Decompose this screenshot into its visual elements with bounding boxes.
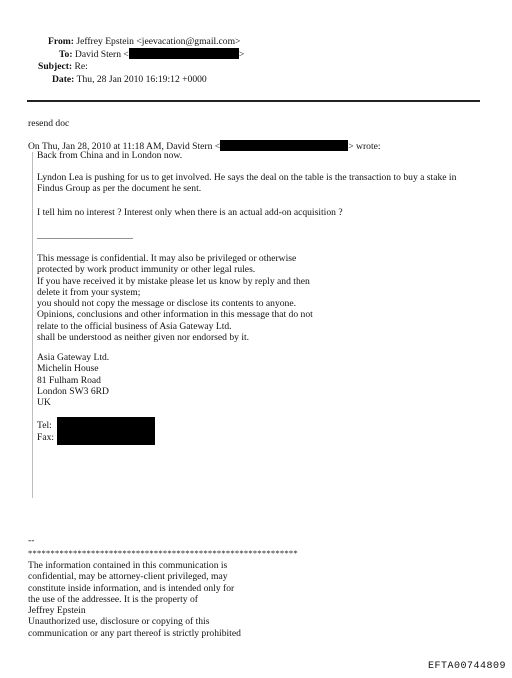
date-label: Date:	[52, 74, 75, 85]
attribution-prefix: On Thu, Jan 28, 2010 at 11:18 AM, David Stern <	[28, 141, 221, 152]
reply-text: resend doc	[28, 118, 70, 129]
to-value-suffix: >	[238, 49, 245, 60]
header-divider	[27, 100, 480, 102]
quoted-paragraph-2	[37, 172, 456, 195]
fax-label: Fax:	[37, 432, 55, 443]
notice-line: confidential, may be attorney-client privileged, may	[28, 571, 228, 583]
address-line: Michelin House	[37, 363, 99, 375]
footer-notice	[28, 560, 241, 639]
attribution-suffix: > wrote:	[348, 141, 381, 152]
quoted-line-1: Back from China and in London now.	[37, 150, 183, 161]
from-label: From:	[48, 36, 74, 47]
disclaimer-line: shall be understood as neither given nor endorsed by it.	[37, 332, 250, 344]
signature-separator: ____________________	[37, 230, 133, 241]
subject-line	[38, 61, 88, 72]
disclaimer-line: Opinions, conclusions and other information in this message that do not	[37, 309, 313, 321]
notice-line: communication or any part thereof is strictly prohibited	[28, 627, 241, 639]
tel-label: Tel:	[37, 420, 52, 431]
notice-line: Unauthorized use, disclosure or copying of this	[28, 616, 210, 628]
address-line: UK	[37, 397, 51, 409]
disclaimer-line: This message is confidential. It may also be privileged or otherwise	[37, 253, 297, 264]
disclaimer-line: you should not copy the message or disclose its contents to anyone.	[37, 298, 296, 310]
to-value-prefix: David Stern <	[74, 49, 129, 60]
from-value: Jeffrey Epstein <jeevacation@gmail.com>	[76, 36, 241, 47]
disclaimer-line: If you have received it by mistake please let us know by reply and then	[37, 275, 310, 287]
document-id: EFTA00744809	[427, 661, 506, 672]
redaction-box-phone	[57, 417, 155, 445]
quoted-paragraph-2-line: Lyndon Lea is pushing for us to get involved. He says the deal on the table is the transaction to buy a stake in	[37, 172, 457, 183]
address-line: London SW3 6RD	[37, 385, 109, 397]
address-line: 81 Fulham Road	[37, 374, 101, 386]
confidentiality-disclaimer	[37, 253, 313, 343]
date-line	[52, 74, 207, 85]
to-line	[59, 48, 244, 60]
notice-line: Jeffrey Epstein	[28, 605, 86, 617]
quoted-paragraph-3: I tell him no interest ? Interest only when there is an actual add-on acquisition ?	[37, 207, 343, 218]
redaction-box-to	[129, 48, 239, 59]
from-line	[48, 36, 240, 47]
to-label: To:	[59, 49, 73, 60]
footer-dashes: --	[28, 535, 35, 546]
subject-value: Re:	[74, 61, 88, 72]
redaction-box-sender-email	[220, 140, 348, 151]
disclaimer-line: protected by work product immunity or other legal rules.	[37, 264, 256, 276]
subject-label: Subject:	[38, 61, 73, 72]
notice-line: The information contained in this communication is	[28, 560, 228, 571]
quote-bar	[32, 152, 33, 498]
company-address	[37, 352, 109, 408]
address-line: Asia Gateway Ltd.	[37, 352, 110, 363]
date-value: Thu, 28 Jan 2010 16:19:12 +0000	[76, 74, 207, 85]
disclaimer-line: delete it from your system;	[37, 286, 141, 298]
quoted-paragraph-2-line: Findus Group as per the document he sent.	[37, 183, 202, 195]
disclaimer-line: relate to the official business of Asia Gateway Ltd.	[37, 320, 232, 332]
footer-star-divider: ************************************************************	[28, 548, 298, 558]
notice-line: constitute inside information, and is intended only for	[28, 582, 235, 594]
notice-line: the use of the addressee. It is the property of	[28, 593, 198, 605]
